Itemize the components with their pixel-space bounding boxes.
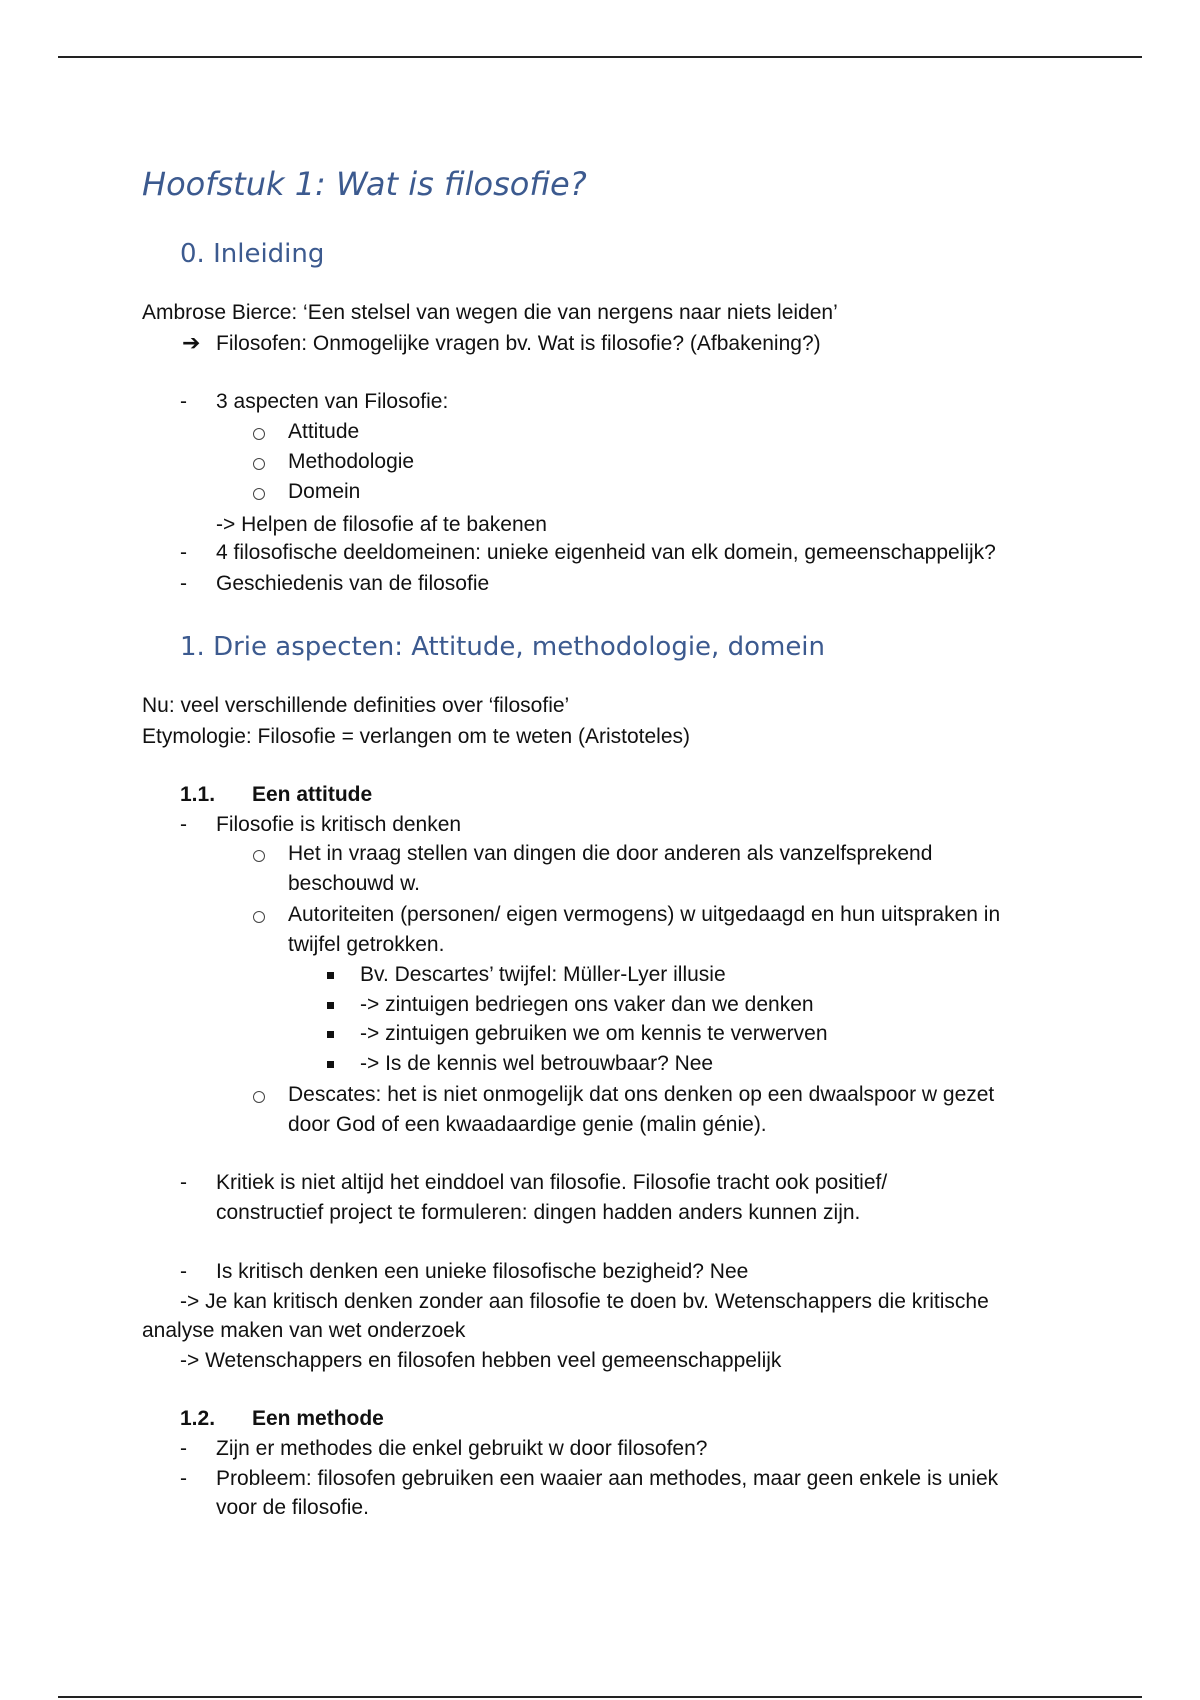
- circle-bullet-icon: [253, 428, 265, 440]
- dash-bullet-icon: -: [180, 1171, 187, 1194]
- list-item-continued: constructief project te formuleren: dingen hadden anders kunnen zijn.: [216, 1201, 861, 1224]
- list-item: Het in vraag stellen van dingen die door anderen als vanzelfsprekend: [288, 842, 933, 865]
- list-item-continued: door God of een kwaadaardige genie (malin génie).: [288, 1113, 767, 1136]
- list-item: Domein: [288, 480, 361, 503]
- dash-bullet-icon: -: [180, 390, 187, 413]
- list-item: -> zintuigen bedriegen ons vaker dan we denken: [360, 993, 814, 1016]
- list-item: -> Is de kennis wel betrouwbaar? Nee: [360, 1052, 714, 1075]
- subsection-number: 1.2.: [180, 1407, 216, 1430]
- list-item: Methodologie: [288, 450, 415, 473]
- body-line: Nu: veel verschillende definities over ‘filosofie’: [142, 694, 570, 717]
- circle-bullet-icon: [253, 488, 265, 500]
- list-item: Probleem: filosofen gebruiken een waaier aan methodes, maar geen enkele is uniek: [216, 1467, 999, 1490]
- list-item: Descates: het is niet onmogelijk dat ons denken op een dwaalspoor w gezet: [288, 1083, 995, 1106]
- list-item: Zijn er methodes die enkel gebruikt w door filosofen?: [216, 1437, 708, 1460]
- footer-rule: [58, 1696, 1142, 1698]
- square-bullet-icon: [327, 972, 334, 979]
- section-heading-drie-aspecten: 1. Drie aspecten: Attitude, methodologie, domein: [180, 632, 826, 662]
- list-note: -> Wetenschappers en filosofen hebben veel gemeenschappelijk: [180, 1349, 782, 1372]
- list-item-continued: beschouwd w.: [288, 872, 420, 895]
- subsection-number: 1.1.: [180, 783, 216, 806]
- dash-bullet-icon: -: [180, 1437, 187, 1460]
- list-item: Filosofie is kritisch denken: [216, 813, 462, 836]
- header-rule: [58, 56, 1142, 58]
- list-item: -> zintuigen gebruiken we om kennis te verwerven: [360, 1022, 828, 1045]
- list-item: Bv. Descartes’ twijfel: Müller-Lyer illusie: [360, 963, 726, 986]
- list-item: 4 filosofische deeldomeinen: unieke eigenheid van elk domein, gemeenschappelijk?: [216, 541, 996, 564]
- list-note-continued: analyse maken van wet onderzoek: [142, 1319, 466, 1342]
- dash-bullet-icon: -: [180, 572, 187, 595]
- square-bullet-icon: [327, 1002, 334, 1009]
- list-note: -> Helpen de filosofie af te bakenen: [216, 513, 547, 536]
- circle-bullet-icon: [253, 911, 265, 923]
- list-item: Is kritisch denken een unieke filosofische bezigheid? Nee: [216, 1260, 749, 1283]
- section-heading-inleiding: 0. Inleiding: [180, 239, 325, 269]
- subsection-title-attitude: Een attitude: [252, 783, 373, 806]
- square-bullet-icon: [327, 1031, 334, 1038]
- list-item-continued: voor de filosofie.: [216, 1496, 369, 1519]
- dash-bullet-icon: -: [180, 1467, 187, 1490]
- dash-bullet-icon: -: [180, 1260, 187, 1283]
- list-item: Attitude: [288, 420, 360, 443]
- subsection-title-methode: Een methode: [252, 1407, 384, 1430]
- circle-bullet-icon: [253, 458, 265, 470]
- list-item: 3 aspecten van Filosofie:: [216, 390, 449, 413]
- list-item: Kritiek is niet altijd het einddoel van filosofie. Filosofie tracht ook positief/: [216, 1171, 888, 1194]
- circle-bullet-icon: [253, 850, 265, 862]
- list-note: -> Je kan kritisch denken zonder aan filosofie te doen bv. Wetenschappers die kritische: [180, 1290, 989, 1313]
- square-bullet-icon: [327, 1061, 334, 1068]
- arrow-right-icon: ➔: [182, 330, 201, 355]
- dash-bullet-icon: -: [180, 813, 187, 836]
- list-item: Autoriteiten (personen/ eigen vermogens) w uitgedaagd en hun uitspraken in: [288, 903, 1001, 926]
- list-item-continued: twijfel getrokken.: [288, 933, 445, 956]
- dash-bullet-icon: -: [180, 541, 187, 564]
- circle-bullet-icon: [253, 1091, 265, 1103]
- list-item: Geschiedenis van de filosofie: [216, 572, 490, 595]
- quote-line: Ambrose Bierce: ‘Een stelsel van wegen die van nergens naar niets leiden’: [142, 301, 838, 324]
- list-item: Filosofen: Onmogelijke vragen bv. Wat is filosofie? (Afbakening?): [216, 332, 821, 355]
- body-line: Etymologie: Filosofie = verlangen om te weten (Aristoteles): [142, 725, 690, 748]
- page-title: Hoofstuk 1: Wat is filosofie?: [142, 165, 587, 203]
